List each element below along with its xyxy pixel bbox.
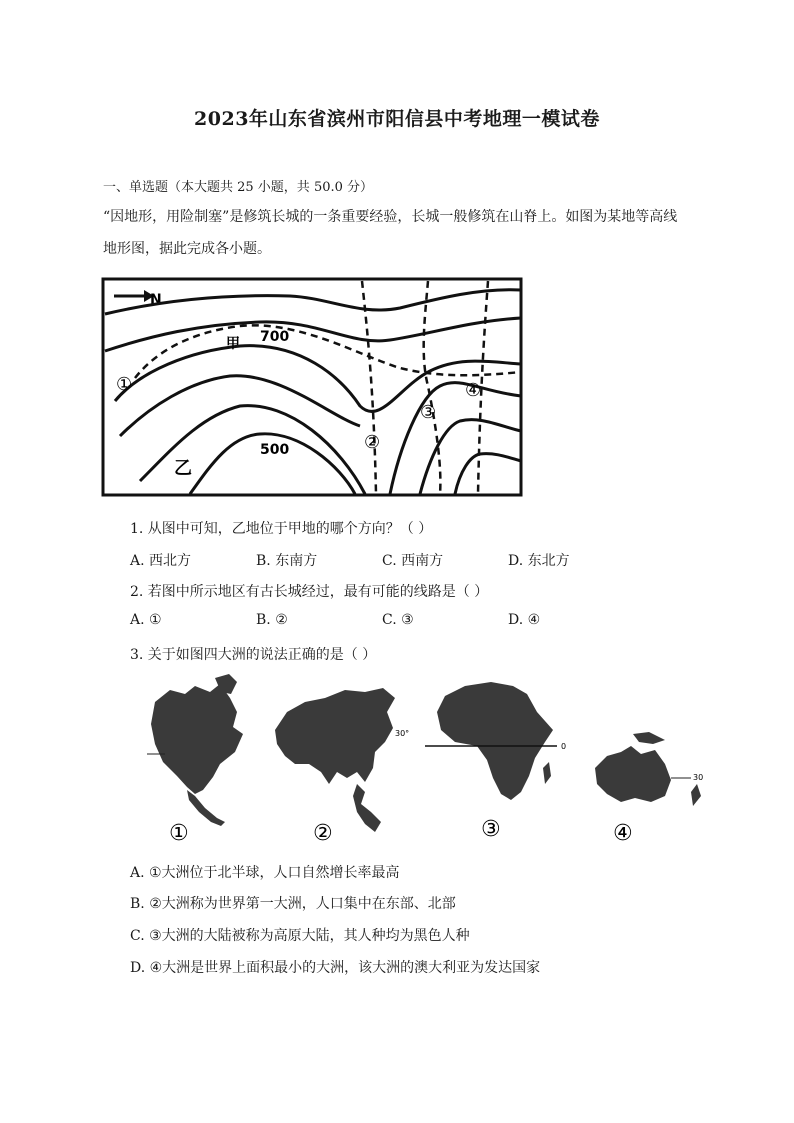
continent-label-1: ①: [169, 821, 189, 846]
continent-label-4: ④: [613, 821, 633, 846]
asia-shape: [275, 688, 395, 784]
section-header: 一、单选题（本大题共 25 小题，共 50.0 分）: [103, 180, 374, 195]
q3-option-c[interactable]: C. ③大洲的大陆被称为高原大陆，其人种均为黑色人种: [130, 928, 470, 944]
australia-shape: [595, 746, 671, 802]
q2-option-c[interactable]: C. ③: [382, 612, 414, 628]
question-2-options: [130, 612, 690, 632]
route-label-1: ①: [116, 374, 133, 395]
contour-map: [100, 276, 524, 498]
map-frame: [103, 279, 521, 495]
africa-lat-label: 0: [561, 742, 567, 751]
q1-option-b[interactable]: B. 东南方: [256, 553, 318, 569]
q1-option-a[interactable]: A. 西北方: [130, 553, 192, 569]
continents-map: [125, 672, 725, 848]
intro-text-line-1: “因地形，用险制塞”是修筑长城的一条重要经验，长城一般修筑在山脊上。如图为某地等高线: [103, 209, 678, 225]
label-500: 500: [260, 442, 290, 458]
route-label-4: ④: [465, 380, 482, 401]
africa-shape: [437, 682, 553, 800]
question-1: 1. 从图中可知，乙地位于甲地的哪个方向？（ ）: [130, 521, 433, 537]
contour-map-figure: [100, 276, 524, 498]
continent-label-3: ③: [481, 817, 501, 842]
q2-option-b[interactable]: B. ②: [256, 612, 288, 628]
new-zealand-shape: [691, 784, 701, 806]
intro-text-line-2: 地形图，据此完成各小题。: [103, 241, 271, 257]
point-yi: 乙: [174, 458, 192, 479]
route-label-2: ②: [364, 432, 381, 453]
q3-option-a[interactable]: A. ①大洲位于北半球，人口自然增长率最高: [130, 865, 400, 881]
new-guinea-shape: [633, 732, 665, 744]
q3-option-d[interactable]: D. ④大洲是世界上面积最小的大洲，该大洲的澳大利亚为发达国家: [130, 960, 541, 976]
question-3: 3. 关于如图四大洲的说法正确的是（ ）: [130, 647, 377, 663]
continents-figure: [125, 672, 725, 848]
central-america-shape: [187, 790, 225, 826]
question-2: 2. 若图中所示地区有古长城经过，最有可能的线路是（ ）: [130, 584, 489, 600]
asia-lat-label: 30°: [395, 729, 410, 738]
question-1-options: [130, 550, 690, 570]
q1-option-c[interactable]: C. 西南方: [382, 553, 444, 569]
north-label: N: [150, 292, 162, 308]
page-title: 2023年山东省滨州市阳信县中考地理一模试卷: [194, 108, 600, 130]
australia-lat-label: 30: [693, 773, 704, 782]
route-label-3: ③: [420, 402, 437, 423]
continent-label-2: ②: [313, 821, 333, 846]
southeast-asia-shape: [353, 784, 381, 832]
q3-option-b[interactable]: B. ②大洲称为世界第一大洲，人口集中在东部、北部: [130, 896, 456, 912]
north-america-shape: [151, 684, 243, 794]
q1-option-d[interactable]: D. 东北方: [508, 553, 570, 569]
q2-option-d[interactable]: D. ④: [508, 612, 541, 628]
point-jia: 甲: [226, 336, 240, 352]
q2-option-a[interactable]: A. ①: [130, 612, 162, 628]
label-700: 700: [260, 329, 290, 345]
madagascar-shape: [543, 762, 551, 784]
